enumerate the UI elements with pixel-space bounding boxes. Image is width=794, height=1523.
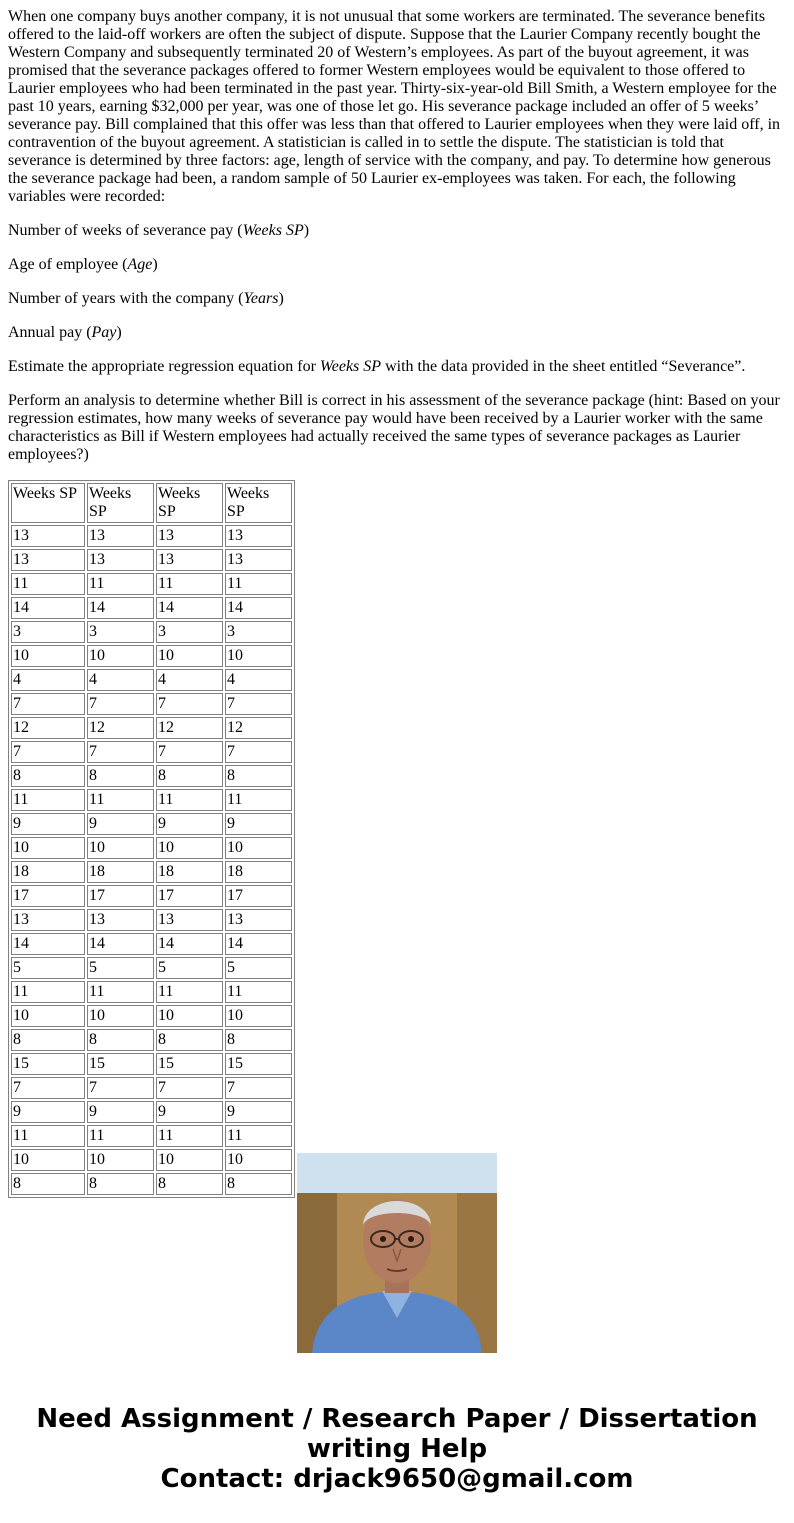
table-cell: 13 xyxy=(156,909,223,931)
table-row xyxy=(11,789,292,811)
table-cell: 9 xyxy=(87,1101,154,1123)
table-cell: 4 xyxy=(11,669,85,691)
table-header-row xyxy=(11,483,292,523)
table-cell: 13 xyxy=(11,525,85,547)
table-row xyxy=(11,1125,292,1147)
table-cell: 10 xyxy=(11,1149,85,1171)
promo-line-1: Need Assignment / Research Paper / Dissertation xyxy=(36,1404,758,1434)
table-cell: 9 xyxy=(11,813,85,835)
table-cell: 11 xyxy=(156,1125,223,1147)
table-cell: 10 xyxy=(11,645,85,667)
table-cell: 10 xyxy=(156,1005,223,1027)
table-cell: 8 xyxy=(156,765,223,787)
table-cell: 15 xyxy=(156,1053,223,1075)
table-cell: 13 xyxy=(156,549,223,571)
table-cell: 9 xyxy=(11,1101,85,1123)
table-row xyxy=(11,525,292,547)
table-cell: 8 xyxy=(87,765,154,787)
table-cell: 7 xyxy=(87,741,154,763)
table-cell: 9 xyxy=(156,813,223,835)
table-row xyxy=(11,837,292,859)
table-cell: 3 xyxy=(156,621,223,643)
author-avatar xyxy=(297,1153,497,1353)
promo-banner xyxy=(0,1404,794,1494)
table-cell: 10 xyxy=(87,837,154,859)
table-cell: 14 xyxy=(156,933,223,955)
table-cell: 11 xyxy=(11,981,85,1003)
table-cell: 13 xyxy=(156,525,223,547)
table-cell: 5 xyxy=(156,957,223,979)
table-cell: 3 xyxy=(225,621,292,643)
table-cell: 11 xyxy=(225,573,292,595)
table-cell: 10 xyxy=(225,1005,292,1027)
table-row xyxy=(11,933,292,955)
table-cell: 8 xyxy=(156,1173,223,1195)
table-cell: 10 xyxy=(225,645,292,667)
table-row xyxy=(11,909,292,931)
table-cell: 12 xyxy=(225,717,292,739)
table-row xyxy=(11,741,292,763)
table-cell: 11 xyxy=(225,1125,292,1147)
table-cell: 15 xyxy=(87,1053,154,1075)
variable-pay: Annual pay (Pay) xyxy=(8,324,122,341)
column-header: Weeks SP xyxy=(225,483,292,523)
table-row xyxy=(11,765,292,787)
table-cell: 10 xyxy=(11,1005,85,1027)
promo-line-2: writing Help xyxy=(306,1434,488,1464)
analysis-paragraph: Perform an analysis to determine whether Bill is correct in his assessment of the severance package (hint: Based on your regression estimates, how many weeks of severance pay would have been received by a Laurier worker with the same characteristics as Bill if Western employees had actually received the same types of severance packages as Laurier employees?) xyxy=(8,392,780,463)
table-cell: 7 xyxy=(87,693,154,715)
column-header: Weeks SP xyxy=(87,483,154,523)
estimate-paragraph: Estimate the appropriate regression equation for Weeks SP with the data provided in the sheet entitled “Severance”. xyxy=(8,358,746,375)
table-cell: 10 xyxy=(87,645,154,667)
table-cell: 11 xyxy=(156,981,223,1003)
table-cell: 17 xyxy=(87,885,154,907)
table-cell: 7 xyxy=(87,1077,154,1099)
table-cell: 7 xyxy=(156,693,223,715)
variable-term: Weeks SP xyxy=(242,222,304,239)
table-cell: 5 xyxy=(225,957,292,979)
table-row xyxy=(11,813,292,835)
table-cell: 3 xyxy=(87,621,154,643)
table-cell: 11 xyxy=(11,789,85,811)
table-cell: 8 xyxy=(225,1029,292,1051)
table-cell: 11 xyxy=(156,573,223,595)
table-cell: 11 xyxy=(156,789,223,811)
table-cell: 9 xyxy=(225,1101,292,1123)
table-row xyxy=(11,1173,292,1195)
table-cell: 8 xyxy=(87,1173,154,1195)
table-row xyxy=(11,693,292,715)
table-cell: 10 xyxy=(156,837,223,859)
table-cell: 7 xyxy=(225,741,292,763)
table-cell: 9 xyxy=(87,813,154,835)
table-cell: 11 xyxy=(225,789,292,811)
table-cell: 17 xyxy=(156,885,223,907)
table-row xyxy=(11,1101,292,1123)
severance-table xyxy=(8,480,295,1198)
table-cell: 11 xyxy=(87,573,154,595)
table-cell: 14 xyxy=(11,597,85,619)
table-cell: 14 xyxy=(87,933,154,955)
table-row xyxy=(11,597,292,619)
table-cell: 15 xyxy=(11,1053,85,1075)
table-cell: 13 xyxy=(87,909,154,931)
table-cell: 7 xyxy=(225,1077,292,1099)
table-cell: 10 xyxy=(87,1149,154,1171)
table-cell: 17 xyxy=(225,885,292,907)
table-cell: 11 xyxy=(11,1125,85,1147)
table-cell: 4 xyxy=(87,669,154,691)
table-cell: 10 xyxy=(225,1149,292,1171)
table-row xyxy=(11,1077,292,1099)
variable-term: Years xyxy=(243,290,279,307)
intro-paragraph: When one company buys another company, it is not unusual that some workers are terminated. The severance benefits offered to the laid-off workers are often the subject of dispute. Suppose that the Laurier Company recently bought the Western Company and subsequently terminated 20 of Western’s employees. As part of the buyout agreement, it was promised that the severance packages offered to former Western employees would be equivalent to those offered to Laurier employees who had been terminated in the past year. Thirty-six-year-old Bill Smith, a Western employee for the past 10 years, earning $32,000 per year, was one of those let go. His severance package included an offer of 5 weeks’ severance pay. Bill complained that this offer was less than that offered to Laurier employees when they were laid off, in contravention of the buyout agreement. A statistician is called in to settle the dispute. The statistician is told that severance is determined by three factors: age, length of service with the company, and pay. To determine how generous the severance package had been, a random sample of 50 Laurier ex-employees was taken. For each, the following variables were recorded: xyxy=(8,8,781,205)
table-cell: 13 xyxy=(87,525,154,547)
table-cell: 13 xyxy=(11,909,85,931)
promo-contact: Contact: drjack9650@gmail.com xyxy=(160,1464,634,1494)
table-cell: 18 xyxy=(87,861,154,883)
table-cell: 14 xyxy=(156,597,223,619)
table-cell: 14 xyxy=(225,597,292,619)
table-cell: 11 xyxy=(87,789,154,811)
table-row xyxy=(11,885,292,907)
table-cell: 10 xyxy=(87,1005,154,1027)
table-row xyxy=(11,1149,292,1171)
table-cell: 8 xyxy=(11,1173,85,1195)
table-row xyxy=(11,717,292,739)
column-header: Weeks SP xyxy=(11,483,85,523)
table-cell: 11 xyxy=(225,981,292,1003)
table-body xyxy=(11,483,292,1195)
table-cell: 7 xyxy=(225,693,292,715)
variable-years: Number of years with the company (Years) xyxy=(8,290,284,307)
table-cell: 8 xyxy=(11,1029,85,1051)
table-cell: 12 xyxy=(87,717,154,739)
table-row xyxy=(11,669,292,691)
table-cell: 10 xyxy=(156,645,223,667)
table-cell: 7 xyxy=(11,1077,85,1099)
table-row xyxy=(11,1053,292,1075)
table-row xyxy=(11,861,292,883)
table-cell: 5 xyxy=(87,957,154,979)
table-cell: 18 xyxy=(156,861,223,883)
table-row xyxy=(11,645,292,667)
table-cell: 9 xyxy=(156,1101,223,1123)
table-row xyxy=(11,549,292,571)
table-cell: 10 xyxy=(225,837,292,859)
estimate-term: Weeks SP xyxy=(319,358,382,375)
table-cell: 4 xyxy=(225,669,292,691)
table-cell: 5 xyxy=(11,957,85,979)
table-cell: 11 xyxy=(11,573,85,595)
table-row xyxy=(11,573,292,595)
table-cell: 13 xyxy=(225,525,292,547)
table-cell: 13 xyxy=(225,549,292,571)
table-cell: 7 xyxy=(11,693,85,715)
table-cell: 13 xyxy=(11,549,85,571)
variable-age: Age of employee (Age) xyxy=(8,256,158,273)
table-cell: 14 xyxy=(11,933,85,955)
table-cell: 7 xyxy=(156,741,223,763)
table-container xyxy=(8,480,295,1192)
table-cell: 8 xyxy=(11,765,85,787)
table-cell: 12 xyxy=(156,717,223,739)
table-row xyxy=(11,981,292,1003)
table-cell: 7 xyxy=(11,741,85,763)
table-cell: 11 xyxy=(87,1125,154,1147)
table-cell: 9 xyxy=(225,813,292,835)
table-cell: 14 xyxy=(87,597,154,619)
table-cell: 7 xyxy=(156,1077,223,1099)
table-row xyxy=(11,1029,292,1051)
table-row xyxy=(11,1005,292,1027)
table-cell: 13 xyxy=(87,549,154,571)
table-cell: 12 xyxy=(11,717,85,739)
variable-term: Age xyxy=(127,256,153,273)
table-cell: 18 xyxy=(11,861,85,883)
variable-term: Pay xyxy=(91,324,117,341)
table-cell: 3 xyxy=(11,621,85,643)
table-cell: 10 xyxy=(156,1149,223,1171)
table-cell: 8 xyxy=(225,765,292,787)
table-cell: 11 xyxy=(87,981,154,1003)
table-cell: 8 xyxy=(225,1173,292,1195)
table-cell: 14 xyxy=(225,933,292,955)
table-cell: 15 xyxy=(225,1053,292,1075)
table-row xyxy=(11,957,292,979)
column-header: Weeks SP xyxy=(156,483,223,523)
table-cell: 8 xyxy=(156,1029,223,1051)
table-cell: 8 xyxy=(87,1029,154,1051)
portrait-image xyxy=(297,1153,497,1353)
variable-weeks-sp: Number of weeks of severance pay (Weeks SP) xyxy=(8,222,310,239)
table-cell: 17 xyxy=(11,885,85,907)
table-cell: 18 xyxy=(225,861,292,883)
table-cell: 4 xyxy=(156,669,223,691)
table-cell: 10 xyxy=(11,837,85,859)
table-row xyxy=(11,621,292,643)
table-cell: 13 xyxy=(225,909,292,931)
